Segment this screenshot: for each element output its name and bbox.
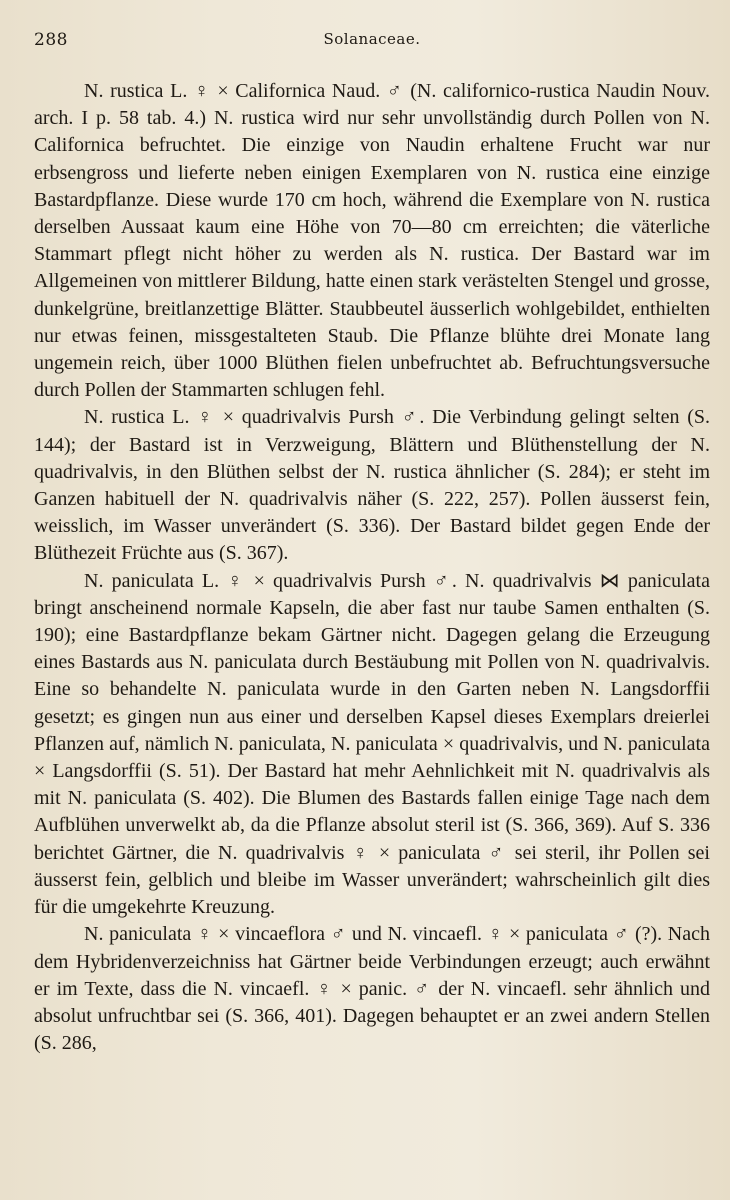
page-number: 288 — [34, 30, 68, 50]
paragraph-rustica-quadrivalvis: N. rustica L. ♀ × quadrivalvis Pursh ♂. Die Verbindung gelingt selten (S. 144); der Bastard ist in Verzweigung, Blättern und Blüthenstellung der N. quadrivalvis, in den Blüthen selbst der N. rustica ähnlicher (S. 284); er steht im Ganzen habituell der N. quadrivalvis näher (S. 222, 257). Pollen äusserst fein, weisslich, im Wasser unverändert (S. 336). Der Bastard bildet gegen Ende der Blüthezeit Früchte aus (S. 367). — [34, 406, 710, 565]
page-header — [34, 0, 710, 78]
paragraph-paniculata-quadrivalvis: N. paniculata L. ♀ × quadrivalvis Pursh ♂. N. quadrivalvis ⋈ paniculata bringt anscheinend normale Kapseln, die aber fast nur taube Samen enthalten (S. 190); eine Bastardpflanze bekam Gärtner nicht. Dagegen gelang die Erzeugung eines Bastards aus N. paniculata durch Bestäubung mit Pollen von N. quadrivalvis. Eine so behandelte N. paniculata wurde in den Garten neben N. Langsdorffii gesetzt; es gingen nun aus einer und derselben Kapsel dieses Exemplars dreierlei Pflanzen auf, nämlich N. paniculata, N. paniculata × quadrivalvis, und N. paniculata × Langsdorffii (S. 51). Der Bastard hat mehr Aehnlichkeit mit N. quadrivalvis als mit N. paniculata (S. 402). Die Blumen des Bastards fallen einige Tage nach dem Aufblühen unverwelkt ab, da die Pflanze absolut steril ist (S. 366, 369). Auf S. 336 berichtet Gärtner, die N. quadrivalvis ♀ × paniculata ♂ sei steril, ihr Pollen sei äusserst fein, gelblich und bleibe im Wasser unverändert; wahrscheinlich gilt dies für die umgekehrte Kreuzung. — [34, 569, 710, 919]
paragraph-paniculata-vincaeflora: N. paniculata ♀ × vincaeflora ♂ und N. vincaefl. ♀ × paniculata ♂ (?). Nach dem Hybridenverzeichniss hat Gärtner beide Verbindungen erzeugt; auch erwähnt er im Texte, dass die N. vincaefl. ♀ × panic. ♂ der N. vincaefl. sehr ähnlich und absolut unfruchtbar sei (S. 366, 401). Dagegen behauptet er an zwei andern Stellen (S. 286, — [34, 923, 710, 1055]
running-title: Solanaceae. — [323, 30, 421, 48]
paragraph-rustica-californica: N. rustica L. ♀ × Californica Naud. ♂ (N. californico-rustica Naudin Nouv. arch. I p. 58 tab. 4.) N. rustica wird nur sehr unvollständig durch Pollen von N. Californica befruchtet. Die einzige von Naudin erhaltene Frucht war nur erbsengross und lieferte neben einigen Exemplaren von N. rustica eine einzige Bastardpflanze. Diese wurde 170 cm hoch, während die Exemplare von N. rustica derselben Aussaat kaum eine Höhe von 70—80 cm erreichten; die väterliche Stammart pflegt nicht höher zu werden als N. rustica. Der Bastard war im Allgemeinen von mittlerer Bildung, hatte einen stark verästelten Stengel und grosse, dunkelgrüne, breitlanzettige Blätter. Staubbeutel äusserlich wohlgebildet, enthielten nur etwas feinen, missgestalteten Staub. Die Pflanze blühte drei Monate lang ungemein reich, über 1000 Blüthen fielen unbefruchtet ab. Befruchtungsversuche durch Pollen der Stammarten schlugen fehl. — [34, 80, 710, 402]
body-text — [34, 78, 710, 1057]
